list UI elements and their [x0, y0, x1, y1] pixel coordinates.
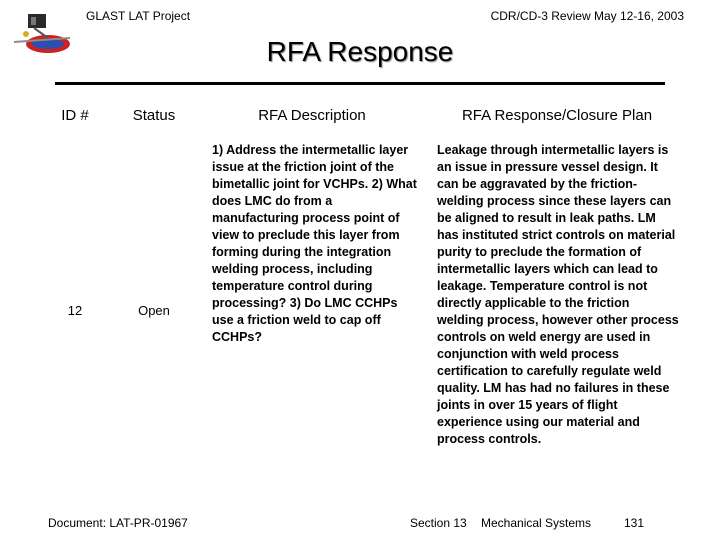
subsystem-label: Mechanical Systems [481, 516, 592, 530]
cell-description: 1) Address the intermetallic layer issue at the friction joint of the bimetallic joint for VCHPs. 2) What does LMC do from a manufacturing process point of view to preclude this layer from forming during the integration welding process, including temperature control during processing? 3) Do LMC CCHPs use a friction weld to cap off CCHPs? [212, 143, 417, 344]
cell-id: 12 [67, 303, 83, 318]
cell-status: Open [138, 303, 170, 318]
cell-response: Leakage through intermetallic layers is an issue in pressure vessel design. It can be aggravated by the friction-welding process since these layers can be aligned to result in leak paths. LM has instituted strict controls on material purity to preclude the formation of intermetallic layers which can lead to leakage. Temperature control is not directly applicable to the friction welding process, however other process controls on weld energy are used in conjunction with weld process certification to carefully regulate weld quality. LM has had no failures in these joints in over 15 years of flight experience using our material and process controls. [437, 143, 679, 446]
title-underline [55, 82, 665, 85]
slide-title: RFA Response [266, 36, 454, 67]
column-header-description: RFA Description [258, 107, 366, 124]
project-name: GLAST LAT Project [86, 9, 191, 23]
column-header-id: ID # [61, 107, 89, 124]
document-number: Document: LAT-PR-01967 [48, 516, 188, 530]
column-header-status: Status [132, 107, 176, 124]
column-header-response: RFA Response/Closure Plan [461, 107, 653, 124]
section-label: Section 13 [410, 516, 467, 530]
review-title: CDR/CD-3 Review May 12-16, 2003 [490, 9, 684, 23]
page-number: 131 [624, 516, 645, 530]
